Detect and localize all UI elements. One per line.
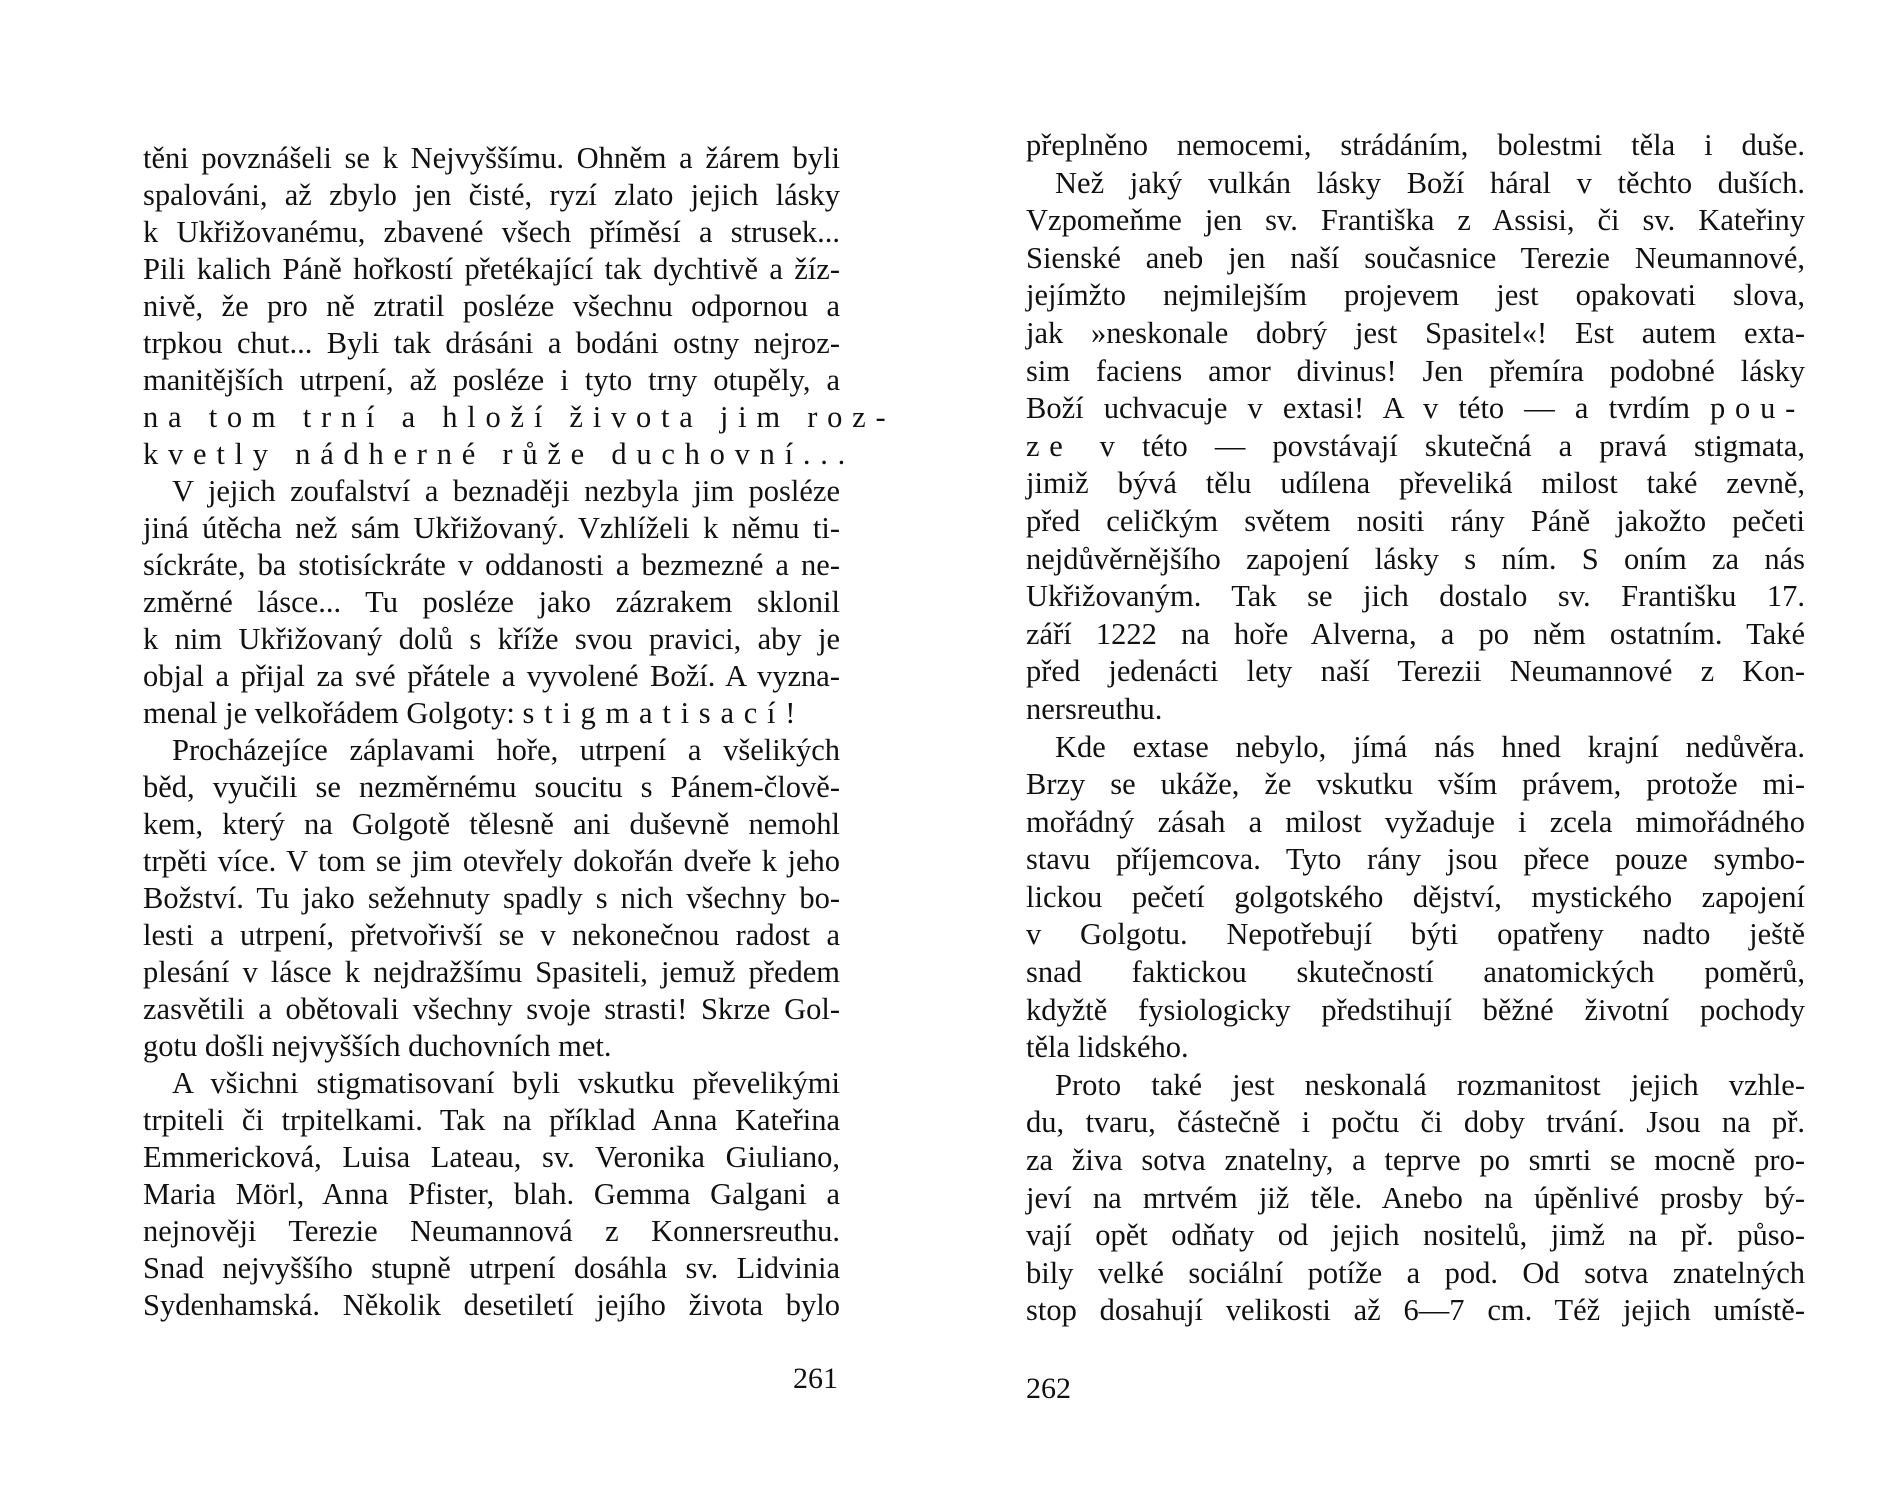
text-line bbox=[143, 362, 840, 399]
text-line bbox=[143, 1287, 840, 1324]
line-text: lesti a utrpení, přetvořivší se v nekonečnou radost a bbox=[143, 918, 840, 952]
text-line bbox=[1026, 428, 1805, 466]
text-line bbox=[1026, 992, 1805, 1030]
text-line bbox=[1026, 1029, 1805, 1067]
line-text: bily velké sociální potíže a pod. Od sotva znatelných bbox=[1026, 1255, 1805, 1290]
text-line bbox=[1026, 1292, 1805, 1330]
line-text: ! bbox=[785, 696, 796, 730]
spaced-emphasis-text: pou- bbox=[1710, 391, 1805, 426]
text-line bbox=[143, 658, 840, 695]
right-page-text bbox=[1026, 127, 1805, 1330]
line-text: Pili kalich Páně hořkostí přetékající tak dychtivě a žíz- bbox=[143, 252, 840, 286]
text-line bbox=[143, 843, 840, 880]
text-line bbox=[1026, 541, 1805, 579]
line-text: nivě, že pro ně ztratil posléze všechnu odpornou a bbox=[143, 289, 840, 323]
text-line bbox=[1026, 1217, 1805, 1255]
line-text: Ukřižovaným. Tak se jich dostalo sv. Františku 17. bbox=[1026, 579, 1805, 614]
line-text: stavu příjemcova. Tyto rány jsou přece pouze symbo- bbox=[1026, 842, 1805, 877]
text-line bbox=[1026, 465, 1805, 503]
text-line bbox=[1026, 127, 1805, 165]
text-line bbox=[1026, 1104, 1805, 1142]
line-text: Sydenhamská. Několik desetiletí jejího života bylo bbox=[143, 1288, 840, 1322]
line-text: kem, který na Golgotě tělesně ani duševně nemohl bbox=[143, 807, 840, 841]
text-line bbox=[1026, 1255, 1805, 1293]
text-line bbox=[143, 288, 840, 325]
spaced-emphasis-text: stigmatisací bbox=[522, 696, 786, 730]
text-line bbox=[143, 1102, 840, 1139]
left-page-text bbox=[143, 140, 896, 1324]
text-line bbox=[1026, 841, 1805, 879]
line-text: Maria Mörl, Anna Pfister, blah. Gemma Galgani a bbox=[143, 1177, 840, 1211]
text-line bbox=[1026, 916, 1805, 954]
text-line bbox=[143, 399, 896, 436]
line-text: Emmericková, Luisa Lateau, sv. Veronika Giuliano, bbox=[143, 1140, 840, 1174]
text-line bbox=[1026, 240, 1805, 278]
line-text: změrné lásce... Tu posléze jako zázrakem sklonil bbox=[143, 585, 840, 619]
text-line bbox=[143, 140, 840, 177]
line-text: nersreuthu. bbox=[1026, 691, 1163, 726]
spaced-emphasis-text: ze bbox=[1026, 428, 1073, 463]
text-line bbox=[1026, 578, 1805, 616]
line-text: těla lidského. bbox=[1026, 1030, 1189, 1065]
line-text: síckráte, ba stotisíckráte v oddanosti a bezmezné a ne- bbox=[143, 548, 840, 582]
line-text: trpkou chut... Byli tak drásáni a bodáni ostny nejroz- bbox=[143, 326, 840, 360]
text-line bbox=[143, 325, 840, 362]
line-text: plesání v lásce k nejdražšímu Spasiteli, jemuž předem bbox=[143, 955, 840, 989]
line-text: běd, vyučili se nezměrnému soucitu s Pánem-člově- bbox=[143, 770, 840, 804]
text-line bbox=[1026, 1067, 1805, 1105]
line-text: těni povznášeli se k Nejvyššímu. Ohněm a žárem byli bbox=[143, 141, 840, 175]
text-line bbox=[143, 917, 840, 954]
text-line bbox=[1026, 879, 1805, 917]
text-line bbox=[143, 991, 840, 1028]
spaced-emphasis-text: na tom trní a hloží života jim roz- bbox=[143, 400, 896, 434]
line-text: přeplněno nemocemi, strádáním, bolestmi těla i duše. bbox=[1026, 128, 1805, 162]
line-text: září 1222 na hoře Alverna, a po něm ostatním. Také bbox=[1026, 616, 1805, 651]
text-line bbox=[143, 214, 840, 251]
text-line bbox=[1026, 616, 1805, 654]
text-line bbox=[143, 177, 840, 214]
line-text: za živa sotva znatelny, a teprve po smrti se mocně pro- bbox=[1026, 1143, 1805, 1178]
text-line bbox=[1026, 353, 1805, 391]
text-line bbox=[143, 1065, 840, 1102]
line-text: nejdůvěrnějšího zapojení lásky s ním. S oním za nás bbox=[1026, 541, 1805, 576]
line-text: Než jaký vulkán lásky Boží háral v těchto duších. bbox=[1055, 165, 1805, 200]
text-line bbox=[1026, 390, 1805, 428]
text-line bbox=[1026, 954, 1805, 992]
line-text: nejnověji Terezie Neumannová z Konnersreuthu. bbox=[143, 1214, 840, 1248]
line-text: Brzy se ukáže, že vskutku vším právem, protože mi- bbox=[1026, 767, 1805, 802]
text-line bbox=[143, 954, 840, 991]
text-line bbox=[143, 1176, 840, 1213]
text-line bbox=[1026, 804, 1805, 842]
line-text: jiná útěcha než sám Ukřižovaný. Vzhlíželi k němu ti- bbox=[143, 511, 840, 545]
line-text: jeví na mrtvém již těle. Anebo na úpěnlivé prosby bý- bbox=[1026, 1180, 1805, 1215]
text-line bbox=[143, 1139, 840, 1176]
text-line bbox=[143, 1250, 840, 1287]
line-text: Sienské aneb jen naší současnice Terezie Neumannové, bbox=[1026, 240, 1805, 275]
line-text: mořádný zásah a milost vyžaduje i zcela mimořádného bbox=[1026, 804, 1805, 839]
line-text: Vzpomeňme jen sv. Františka z Assisi, či sv. Kateřiny bbox=[1026, 203, 1805, 238]
line-text: Procházejíce záplavami hoře, utrpení a všelikých bbox=[172, 733, 840, 767]
line-text: sim faciens amor divinus! Jen přemíra podobné lásky bbox=[1026, 353, 1805, 388]
line-text: před celičkým světem nositi rány Páně jakožto pečeti bbox=[1026, 503, 1805, 538]
line-text: jak »neskonale dobrý jest Spasitel«! Est autem exta- bbox=[1026, 315, 1805, 350]
text-line bbox=[143, 547, 840, 584]
line-text: du, tvaru, částečně i počtu či doby trvání. Jsou na př. bbox=[1026, 1105, 1805, 1140]
line-text: jimiž bývá tělu udílena převeliká milost také zevně, bbox=[1026, 466, 1805, 501]
text-line bbox=[143, 436, 856, 473]
text-line bbox=[1026, 165, 1805, 203]
line-text: k Ukřižovanému, zbavené všech příměsí a strusek... bbox=[143, 215, 840, 249]
text-line bbox=[143, 473, 840, 510]
text-line bbox=[143, 880, 840, 917]
line-text: manitějších utrpení, až posléze i tyto trny otupěly, a bbox=[143, 363, 840, 397]
text-line bbox=[1026, 202, 1805, 240]
line-text: A všichni stigmatisovaní byli vskutku převelikými bbox=[172, 1066, 840, 1100]
line-text: Boží uchvacuje v extasi! A v této — a tvrdím bbox=[1026, 391, 1711, 426]
page-number-left: 261 bbox=[793, 1362, 838, 1395]
line-text: snad faktickou skutečností anatomických poměrů, bbox=[1026, 955, 1805, 990]
line-text: Božství. Tu jako sežehnuty spadly s nich všechny bo- bbox=[143, 881, 840, 915]
text-line bbox=[1026, 729, 1805, 767]
text-line bbox=[143, 510, 840, 547]
line-text: Kde extase nebylo, jímá nás hned krajní nedůvěra. bbox=[1055, 729, 1805, 764]
line-text: vají opět odňaty od jejich nositelů, jimž na př. půso- bbox=[1026, 1218, 1805, 1253]
line-text: jejímžto nejmilejším projevem jest opakovati slova, bbox=[1026, 278, 1805, 313]
text-line bbox=[143, 1028, 840, 1065]
line-text: v této — povstávají skutečná a pravá stigmata, bbox=[1072, 428, 1805, 463]
spaced-emphasis-text: kvetly nádherné růže duchovní... bbox=[143, 437, 856, 471]
text-line bbox=[143, 1213, 840, 1250]
line-text: objal a přijal za své přátele a vyvolené Boží. A vyzna- bbox=[143, 659, 840, 693]
line-text: trpěti více. V tom se jim otevřely dokořán dveře k jeho bbox=[143, 844, 840, 878]
line-text: před jedenácti lety naší Terezii Neumannové z Kon- bbox=[1026, 654, 1805, 689]
line-text: zasvětili a obětovali všechny svoje strasti! Skrze Gol- bbox=[143, 992, 840, 1026]
text-line bbox=[1026, 691, 1805, 729]
text-line bbox=[143, 584, 840, 621]
text-line bbox=[143, 251, 840, 288]
text-line bbox=[1026, 315, 1805, 353]
line-text: lickou pečetí golgotského dějství, mystického zapojení bbox=[1026, 879, 1805, 914]
line-text: gotu došli nejvyšších duchovních met. bbox=[143, 1029, 612, 1063]
page-number-right: 262 bbox=[1026, 1372, 1071, 1405]
text-line bbox=[1026, 503, 1805, 541]
text-line bbox=[143, 621, 840, 658]
line-text: menal je velkořádem Golgoty: bbox=[143, 696, 523, 730]
text-line bbox=[1026, 1180, 1805, 1218]
text-line bbox=[143, 769, 840, 806]
line-text: kdyžtě fysiologicky předstihují běžné životní pochody bbox=[1026, 992, 1805, 1027]
text-line bbox=[143, 695, 840, 732]
text-line bbox=[1026, 1142, 1805, 1180]
line-text: v Golgotu. Nepotřebují býti opatřeny nadto ještě bbox=[1026, 917, 1805, 952]
line-text: Snad nejvyššího stupně utrpení dosáhla sv. Lidvinia bbox=[143, 1251, 840, 1285]
text-line bbox=[143, 732, 840, 769]
line-text: trpiteli či trpitelkami. Tak na příklad Anna Kateřina bbox=[143, 1103, 840, 1137]
line-text: Proto také jest neskonalá rozmanitost jejich vzhle- bbox=[1055, 1067, 1805, 1102]
line-text: spalováni, až zbylo jen čisté, ryzí zlato jejich lásky bbox=[143, 178, 840, 212]
text-line bbox=[1026, 653, 1805, 691]
text-line bbox=[1026, 766, 1805, 804]
text-line bbox=[1026, 277, 1805, 315]
line-text: stop dosahují velikosti až 6—7 cm. Též jejich umístě- bbox=[1026, 1293, 1805, 1328]
line-text: k nim Ukřižovaný dolů s kříže svou pravici, aby je bbox=[143, 622, 840, 656]
text-line bbox=[143, 806, 840, 843]
line-text: V jejich zoufalství a beznaději nezbyla jim posléze bbox=[172, 474, 840, 508]
